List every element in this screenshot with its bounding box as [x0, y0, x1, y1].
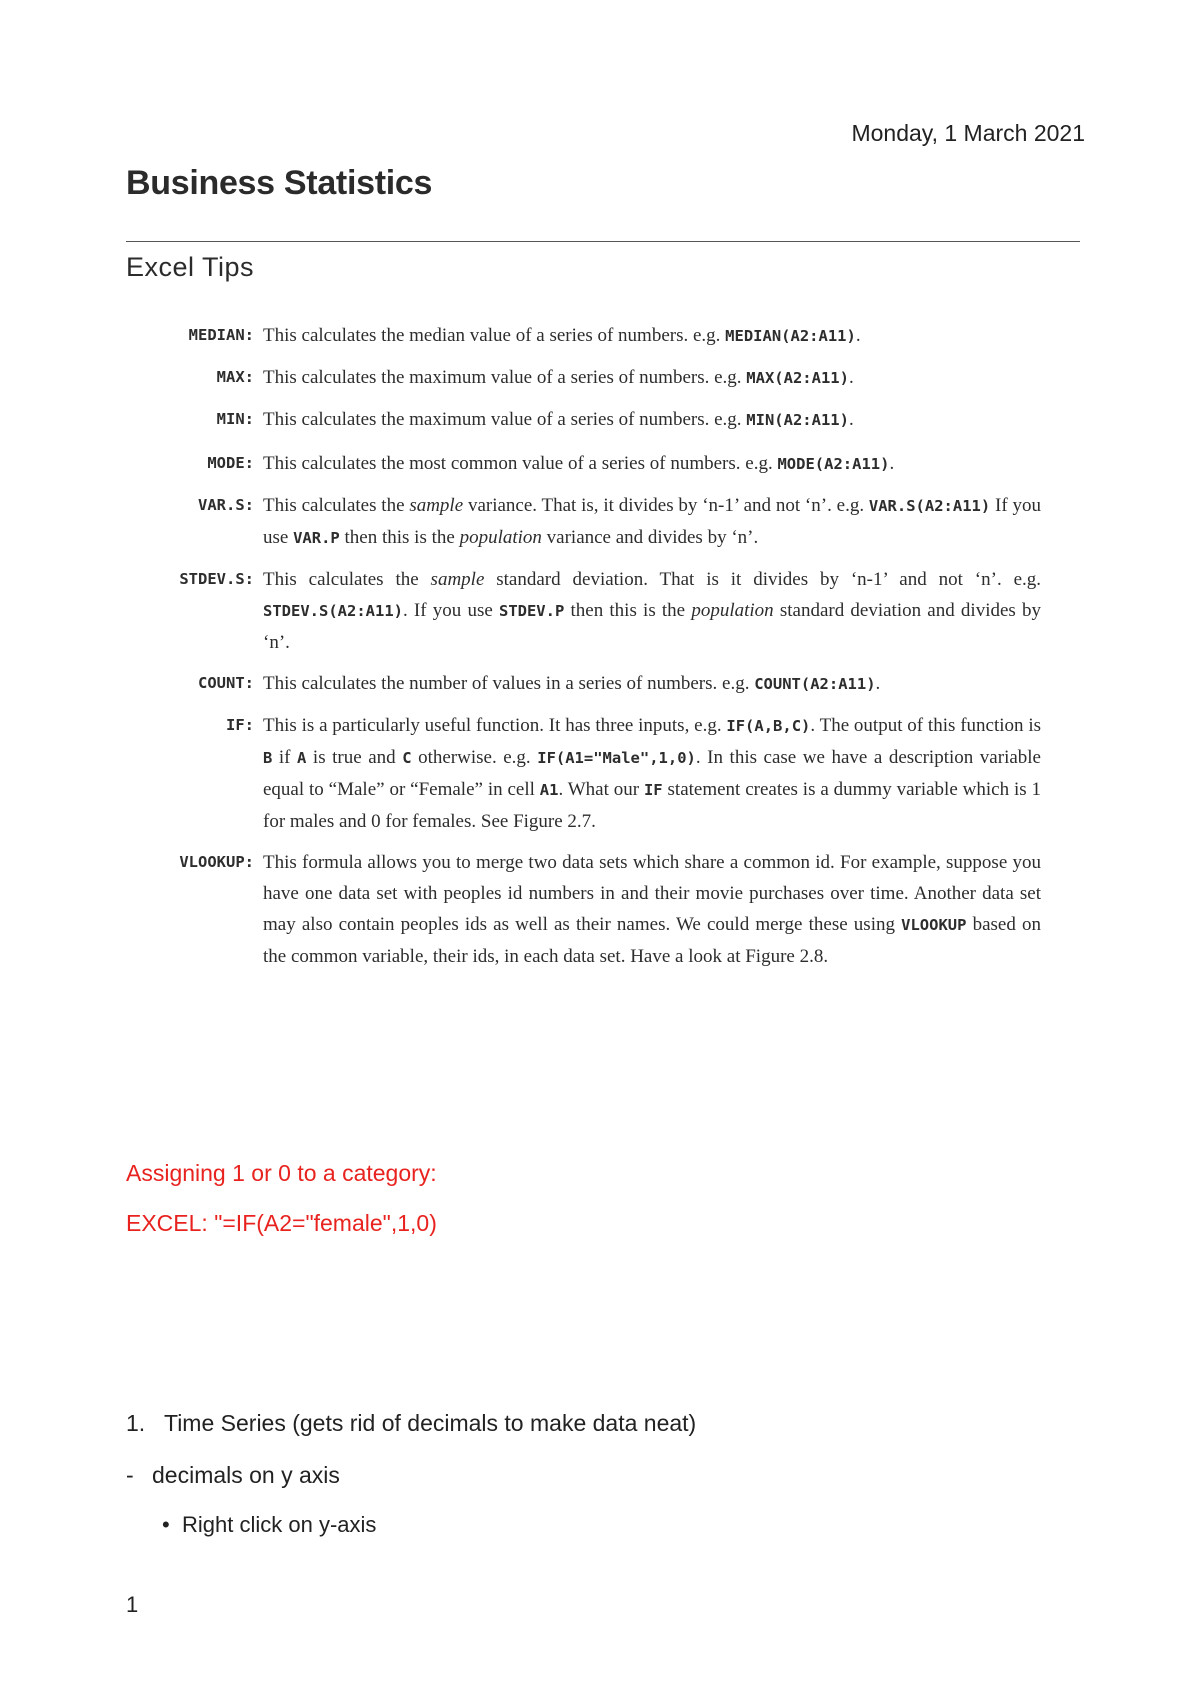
glossary-description — [263, 490, 1041, 554]
glossary-entry-vlookup — [126, 847, 1086, 972]
description-text: This calculates the number of values in a series of numbers. e.g. — [263, 673, 755, 694]
description-text: . — [855, 325, 861, 346]
glossary-term: IF: — [226, 716, 254, 734]
function-code: STDEV.P — [498, 602, 565, 620]
glossary-entry-stdev-s — [126, 564, 1086, 658]
description-text: This calculates the maximum value of a series of numbers. e.g. — [263, 367, 747, 388]
dash-marker: - — [126, 1462, 134, 1488]
bullet-marker: • — [162, 1512, 170, 1537]
emphasis-text: sample — [409, 495, 464, 516]
description-text: . — [875, 673, 881, 694]
description-text: then this is the — [564, 600, 692, 621]
function-code: COUNT(A2:A11) — [754, 675, 876, 693]
description-text: This calculates the most common value of a series of numbers. e.g. — [263, 453, 778, 474]
function-code: MEDIAN(A2:A11) — [725, 327, 856, 345]
function-code: A1 — [539, 781, 559, 799]
glossary-term: MEDIAN: — [188, 326, 254, 344]
description-text: otherwise. e.g. — [411, 747, 538, 768]
function-code: MODE(A2:A11) — [777, 455, 890, 473]
excel-function-glossary — [126, 320, 1086, 972]
function-code: IF(A,B,C) — [726, 717, 811, 735]
function-code: STDEV.S(A2:A11) — [263, 602, 403, 620]
glossary-term: MIN: — [216, 410, 254, 428]
glossary-entry-median — [126, 320, 1086, 352]
glossary-description — [263, 564, 1041, 658]
glossary-term: MODE: — [207, 454, 254, 472]
description-text: This calculates the maximum value of a series of numbers. e.g. — [263, 409, 747, 430]
description-text: This calculates the — [263, 569, 431, 590]
page-number: 1 — [126, 1592, 139, 1617]
description-text: . — [848, 409, 854, 430]
description-text: This calculates the median value of a series of numbers. e.g. — [263, 325, 726, 346]
description-text: . In this case we have a description variable equal to “Male” or “Female” in cell — [263, 747, 1041, 800]
note-assigning-category: Assigning 1 or 0 to a category: — [126, 1160, 437, 1186]
description-text: . What our — [558, 779, 644, 800]
function-code: MIN(A2:A11) — [746, 411, 849, 429]
document-title: Business Statistics — [126, 164, 433, 202]
description-text: This calculates the — [263, 495, 410, 516]
list-number: 1. — [126, 1410, 146, 1436]
description-text: . If you use — [402, 600, 499, 621]
description-text: standard deviation and divides by ‘n’. — [263, 600, 1041, 653]
function-code: IF(A1="Male",1,0) — [537, 749, 696, 767]
function-code: B — [263, 749, 273, 767]
list-item-text: Right click on y-axis — [182, 1512, 377, 1537]
glossary-description — [263, 448, 1041, 480]
glossary-term: VLOOKUP: — [179, 853, 254, 871]
glossary-entry-mode — [126, 448, 1086, 480]
glossary-term: STDEV.S: — [179, 570, 254, 588]
description-text: This is a particularly useful function. It has three inputs, e.g. — [263, 715, 727, 736]
glossary-description — [263, 320, 1041, 352]
description-text: If you use — [263, 495, 1041, 548]
emphasis-text: population — [691, 600, 774, 621]
list-item-text: Time Series (gets rid of decimals to make data neat) — [164, 1410, 697, 1436]
glossary-entry-var-s — [126, 490, 1086, 554]
description-text: is true and — [306, 747, 403, 768]
function-code: MAX(A2:A11) — [746, 369, 849, 387]
description-text: This formula allows you to merge two data sets which share a common id. For example, suppose you have one data set with peoples id numbers in and their movie purchases over time. Another data set may also contain peoples ids as well as their names. We could merge these using — [263, 852, 1041, 935]
description-text: based on the common variable, their ids, in each data set. Have a look at Figure 2.8. — [263, 914, 1041, 967]
glossary-entry-max — [126, 362, 1086, 394]
description-text: statement creates is a dummy variable which is 1 for males and 0 for females. See Figure 2.7. — [263, 779, 1042, 832]
description-text: then this is the — [339, 527, 460, 548]
note-excel-formula: EXCEL: "=IF(A2="female",1,0) — [126, 1210, 437, 1236]
glossary-description — [263, 362, 1041, 394]
document-date: Monday, 1 March 2021 — [851, 120, 1085, 146]
bullet-list-item — [162, 1512, 376, 1538]
function-code: IF — [643, 781, 663, 799]
description-text: variance. That is, it divides by ‘n-1’ and not ‘n’. e.g. — [463, 495, 869, 516]
dash-list-item — [126, 1462, 340, 1489]
description-text: . — [848, 367, 854, 388]
glossary-term: COUNT: — [198, 674, 254, 692]
section-heading: Excel Tips — [126, 252, 255, 282]
function-code: VAR.P — [293, 529, 340, 547]
glossary-description — [263, 404, 1041, 436]
emphasis-text: sample — [430, 569, 485, 590]
description-text: . — [889, 453, 895, 474]
description-text: variance and divides by ‘n’. — [541, 527, 759, 548]
emphasis-text: population — [459, 527, 542, 548]
list-item-text: decimals on y axis — [152, 1462, 340, 1488]
glossary-entry-min — [126, 404, 1086, 436]
function-code: C — [402, 749, 412, 767]
function-code: VAR.S(A2:A11) — [868, 497, 991, 515]
glossary-term: VAR.S: — [198, 496, 254, 514]
description-text: . The output of this function is — [810, 715, 1041, 736]
glossary-term: MAX: — [216, 368, 254, 386]
description-text: if — [272, 747, 298, 768]
glossary-description — [263, 710, 1041, 837]
title-divider — [126, 241, 1080, 242]
function-code: VLOOKUP — [901, 916, 967, 934]
glossary-description — [263, 847, 1041, 972]
glossary-entry-if — [126, 710, 1086, 837]
function-code: A — [297, 749, 307, 767]
numbered-list-item — [126, 1410, 696, 1437]
glossary-entry-count — [126, 668, 1086, 700]
description-text: standard deviation. That is it divides by ‘n-1’ and not ‘n’. e.g. — [484, 569, 1042, 590]
glossary-description — [263, 668, 1041, 700]
